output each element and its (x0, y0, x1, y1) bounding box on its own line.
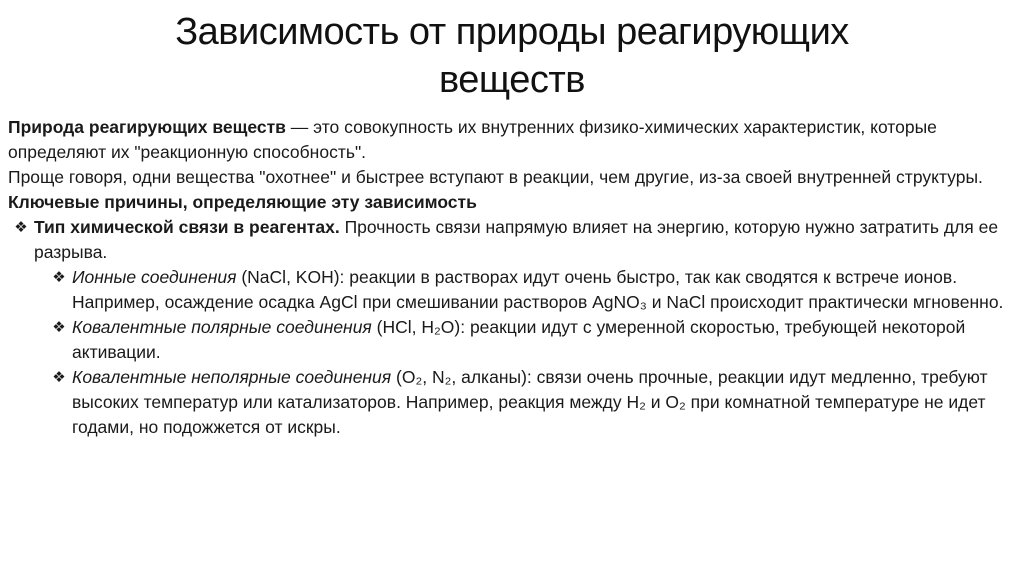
bond-type-text: Прочность связи напрямую влияет на энергию, которую нужно затратить для ее разрыва. (34, 217, 999, 262)
bond-type-item (8, 215, 1018, 265)
slide-title-line-2: веществ (439, 59, 585, 101)
ionic-compounds-text: (NaCl, KOH): реакции в растворах идут очень быстро, так как сводятся к встрече ионов. Например, осаждение осадка AgCl при смешивании растворов AgNO₃ и NaCl происходит практически мгновенно. (72, 267, 1004, 312)
section-heading: Ключевые причины, определяющие эту зависимость (8, 192, 477, 212)
slide-title (0, 8, 1024, 104)
nonpolar-covalent-term: Ковалентные неполярные соединения (72, 367, 392, 387)
nonpolar-covalent-text: (O₂, N₂, алканы): связи очень прочные, реакции идут медленно, требуют высоких температур или катализаторов. Например, реакция между H₂ и O₂ при комнатной температуре не идет годами, но подожжется от искры. (72, 367, 988, 437)
slide-body (8, 115, 1018, 440)
ionic-compounds-item (8, 265, 1018, 315)
ionic-compounds-term: Ионные соединения (72, 267, 237, 287)
diamond-bullet-icon: ❖ (52, 318, 66, 336)
diamond-bullet-icon: ❖ (52, 368, 66, 386)
definition-paragraph (8, 115, 1018, 165)
polar-covalent-text: (HCl, H₂O): реакции идут с умеренной скоростью, требующей некоторой активации. (72, 317, 966, 362)
definition-text: — это совокупность их внутренних физико-химических характеристик, которые определяют их "реакционную способность". (8, 117, 937, 162)
diamond-bullet-icon: ❖ (52, 268, 66, 286)
polar-covalent-term: Ковалентные полярные соединения (72, 317, 372, 337)
diamond-bullet-icon: ❖ (14, 218, 28, 236)
nonpolar-covalent-item (8, 365, 1018, 440)
definition-term: Природа реагирующих веществ (8, 117, 286, 137)
polar-covalent-item (8, 315, 1018, 365)
slide-title-line-1: Зависимость от природы реагирующих (175, 11, 849, 53)
bond-type-label: Тип химической связи в реагентах. (34, 217, 340, 237)
simple-explanation: Проще говоря, одни вещества "охотнее" и быстрее вступают в реакции, чем другие, из-за своей внутренней структуры. (8, 167, 983, 187)
